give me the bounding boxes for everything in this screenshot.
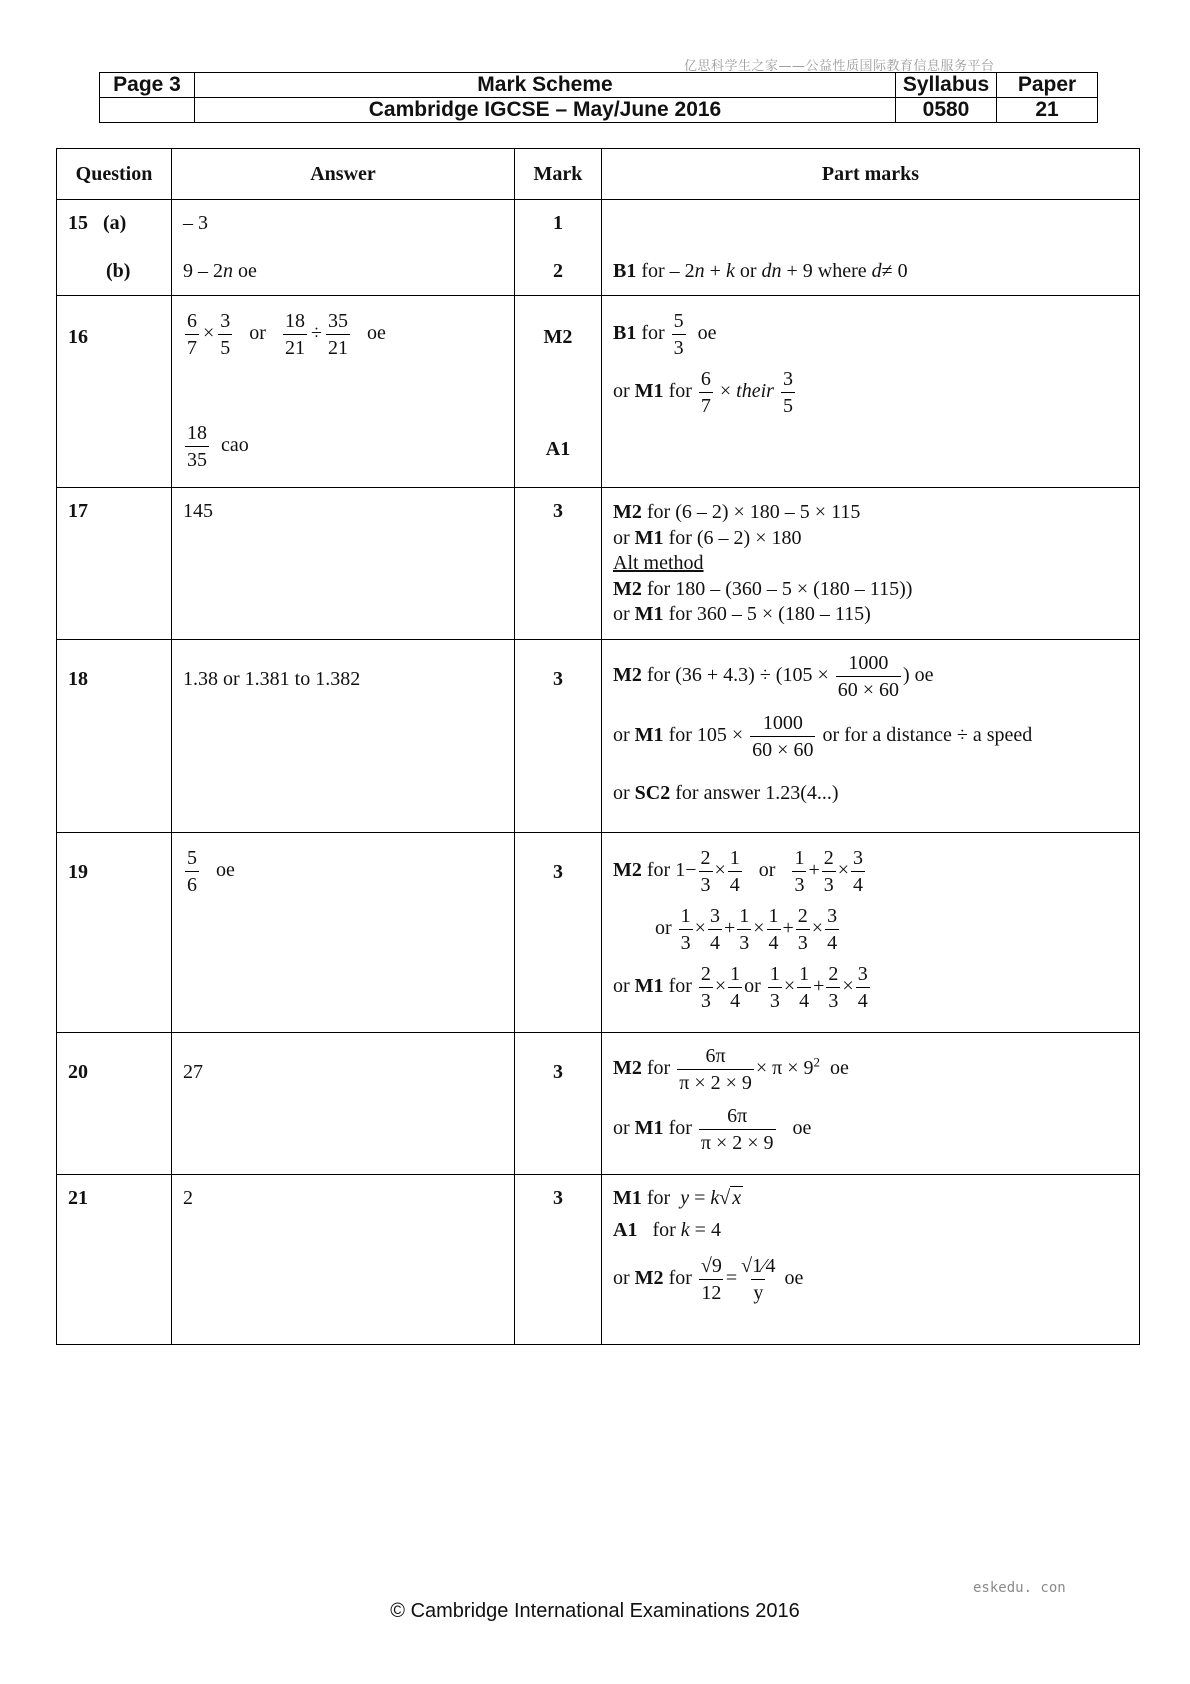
table-row-q16 — [57, 296, 1140, 488]
copyright-footer: © Cambridge International Examinations 2016 — [390, 1600, 800, 1622]
answer-text: 1.38 or 1.381 to 1.382 — [172, 640, 515, 833]
watermark-top: 亿思科学生之家——公益性质国际教育信息服务平台 — [684, 59, 995, 74]
question-cell — [57, 200, 172, 296]
answer-cell — [172, 296, 515, 488]
part-mark-line: M2 for 1− $\frac{2}{3}$ × $\frac{1}{4}$ or $\frac{1}{3}$ + $\frac{2}{3}$ × $\frac{3}{4}$ — [613, 847, 864, 896]
alt-method-heading: Alt method — [613, 552, 704, 574]
mark-scheme-table — [56, 148, 1140, 1345]
paper-label: Paper — [997, 73, 1098, 98]
part-mark-line: A1 for k = 4 — [613, 1219, 721, 1241]
question-number: 21 — [57, 1175, 172, 1345]
table-row-q18 — [57, 640, 1140, 833]
header-title: Mark Scheme — [195, 73, 896, 98]
question-number: 18 — [57, 640, 172, 833]
part-label: (a) — [103, 212, 127, 234]
col-part-marks: Part marks — [602, 149, 1140, 200]
answer-text: 9 – 2n oe — [183, 260, 257, 282]
table-row-q19 — [57, 833, 1140, 1033]
part-marks-cell — [602, 640, 1140, 833]
answer-expression: $\frac{6}{7}$ × $\frac{3}{5}$ or $\frac{18}{21}$ ÷ $\frac{35}{21}$ oe — [187, 310, 386, 359]
mark-cell: 1 2 — [515, 200, 602, 296]
table-header-row — [57, 149, 1140, 200]
part-mark-line: B1 for – 2n + k or dn + 9 where d≠ 0 — [613, 260, 908, 282]
mark-cell: 3 — [515, 488, 602, 640]
answer-cell: $\frac{5}{6}$ oe — [172, 833, 515, 1033]
part-mark-line: M1 for y = k√ x — [613, 1187, 742, 1209]
answer-text: 2 — [172, 1175, 515, 1345]
mark-cell: M2 A1 — [515, 296, 602, 488]
part-mark-line: or M1 for (6 – 2) × 180 — [613, 526, 802, 549]
header-empty-cell — [100, 98, 195, 123]
part-marks-cell — [602, 200, 1140, 296]
table-row-q20 — [57, 1033, 1140, 1175]
mark-cell: 3 — [515, 1033, 602, 1175]
part-marks-cell — [602, 296, 1140, 488]
part-mark-line: or M1 for $\frac{6}{7}$ × their $\frac{3}{5}$ — [613, 368, 793, 417]
col-answer: Answer — [172, 149, 515, 200]
mark-cell: 3 — [515, 833, 602, 1033]
mark-cell: 3 — [515, 1175, 602, 1345]
part-mark-line: or M1 for $\frac{2}{3}$ × $\frac{1}{4}$ or $\frac{1}{3}$ × $\frac{1}{4}$ + $\frac{2}{3}$ × $\frac{3}{4}$ — [613, 963, 868, 1012]
part-mark-line: M2 for (6 – 2) × 180 – 5 × 115 — [613, 501, 861, 523]
question-number: 15 — [68, 212, 88, 234]
header-subtitle: Cambridge IGCSE – May/June 2016 — [195, 98, 896, 123]
question-number: 20 — [57, 1033, 172, 1175]
part-marks-cell — [602, 833, 1140, 1033]
part-mark-line: or M1 for 360 – 5 × (180 – 115) — [613, 603, 871, 625]
header-table — [99, 72, 1098, 123]
answer-text: – 3 — [183, 212, 208, 234]
question-number: 19 — [57, 833, 172, 1033]
part-marks-cell — [602, 488, 1140, 640]
mark-cell: 3 — [515, 640, 602, 833]
page-number: Page 3 — [100, 73, 195, 98]
answer-text: 145 — [172, 488, 515, 640]
part-marks-cell — [602, 1033, 1140, 1175]
answer-final: $\frac{18}{35}$ cao — [187, 422, 249, 471]
part-label: (b) — [106, 260, 131, 282]
part-mark-line: M2 for $\frac{6\pi}{\pi \times 2 \times 9}$ × $\pi \times 9^2$ oe — [613, 1045, 849, 1094]
part-mark-line: or M1 for $\frac{6\pi}{\pi \times 2 \times 9}$ oe — [613, 1105, 812, 1154]
part-mark-line: or SC2 for answer 1.23(4...) — [613, 782, 839, 804]
answer-text: 27 — [172, 1033, 515, 1175]
part-mark-line: or M2 for $\frac{√9}{12}$ = $\frac{√1⁄4}{y}$ oe — [613, 1255, 804, 1304]
answer-cell — [172, 200, 515, 296]
part-mark-line: or M1 for 105 × $\frac{1000}{60 \times 60}$ or for a distance ÷ a speed — [613, 712, 1033, 761]
question-number: 16 — [57, 296, 172, 488]
question-number: 17 — [57, 488, 172, 640]
paper-number: 21 — [997, 98, 1098, 123]
part-mark-line: or $\frac{1}{3}$ × $\frac{3}{4}$ + $\frac{1}{3}$ × $\frac{1}{4}$ + $\frac{2}{3}$ × $\frac{3}{4}$ — [655, 905, 838, 954]
part-mark-line: M2 for (36 + 4.3) ÷ (105 × $\frac{1000}{60 \times 60}$ ) oe — [613, 652, 934, 701]
part-mark-line: B1 for $\frac{5}{3}$ oe — [613, 310, 717, 359]
syllabus-code: 0580 — [896, 98, 997, 123]
part-mark-line: M2 for 180 – (360 – 5 × (180 – 115)) — [613, 577, 913, 600]
col-mark: Mark — [515, 149, 602, 200]
table-row-q17 — [57, 488, 1140, 640]
syllabus-label: Syllabus — [896, 73, 997, 98]
col-question: Question — [57, 149, 172, 200]
part-marks-cell — [602, 1175, 1140, 1345]
table-row-q15 — [57, 200, 1140, 296]
watermark-bottom: eskedu. con — [973, 1580, 1066, 1596]
table-row-q21 — [57, 1175, 1140, 1345]
